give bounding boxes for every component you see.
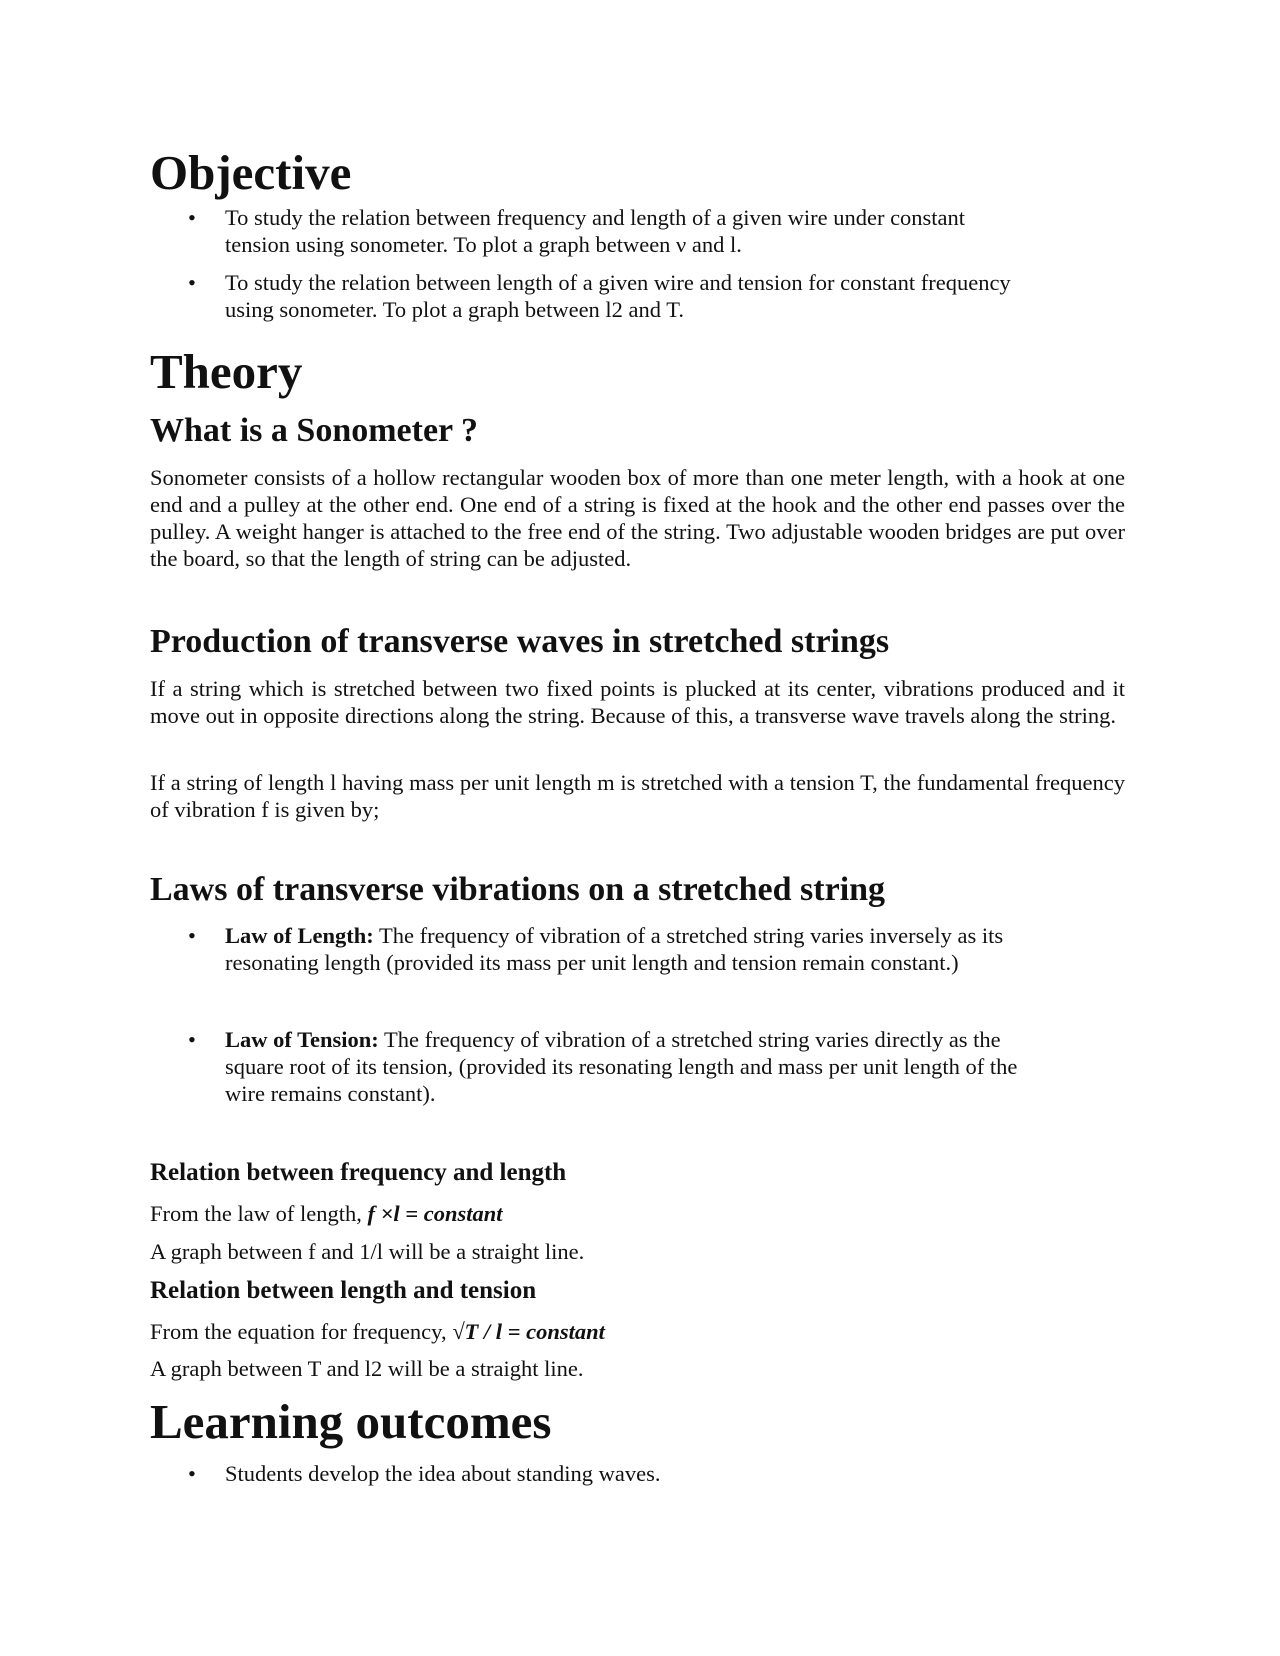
frequency-length-formula: f ×l = constant — [367, 1201, 503, 1226]
list-item — [150, 204, 1035, 258]
learning-outcome-item-1: Students develop the idea about standing waves. — [225, 1461, 661, 1486]
objective-list — [150, 204, 1125, 323]
laws-list — [150, 922, 1125, 976]
list-item — [150, 1460, 1035, 1487]
list-item — [150, 269, 1035, 323]
bullet-icon: • — [188, 1027, 196, 1052]
relation-tension-line-1 — [150, 1318, 1125, 1345]
relation-frequency-heading: Relation between frequency and length — [150, 1159, 567, 1186]
relation-frequency-line-1 — [150, 1200, 1125, 1227]
relation-frequency-line-2: A graph between f and 1/l will be a straight line. — [150, 1239, 585, 1264]
law-of-length-title: Law of Length: — [225, 923, 374, 948]
list-item — [150, 1026, 1035, 1107]
theory-heading: Theory — [150, 344, 303, 399]
law-of-tension-title: Law of Tension: — [225, 1027, 379, 1052]
bullet-icon: • — [188, 923, 196, 948]
production-paragraph-2: If a string of length l having mass per unit length m is stretched with a tension T, the fundamental frequency of vibration f is given by; — [150, 770, 1125, 822]
law-of-length-text: The frequency of vibration of a stretched string varies inversely as its resonating length (provided its mass per unit length and tension remain constant.) — [225, 923, 1004, 975]
learning-outcomes-list — [150, 1460, 1125, 1487]
bullet-icon: • — [188, 205, 196, 230]
objective-item-1: To study the relation between frequency and length of a given wire under constant tension using sonometer. To plot a graph between ν and l. — [225, 205, 966, 257]
relation-tension-prefix: From the equation for frequency, — [150, 1319, 453, 1344]
production-heading: Production of transverse waves in stretched strings — [150, 623, 890, 660]
bullet-icon: • — [188, 1461, 196, 1486]
relation-tension-heading: Relation between length and tension — [150, 1277, 537, 1304]
learning-outcomes-heading: Learning outcomes — [150, 1394, 552, 1449]
objective-heading: Objective — [150, 145, 352, 200]
production-paragraph-1: If a string which is stretched between two fixed points is plucked at its center, vibrations produced and it move out in opposite directions along the string. Because of this, a transverse wave travels along the string. — [150, 676, 1125, 728]
sonometer-paragraph: Sonometer consists of a hollow rectangular wooden box of more than one meter length, with a hook at one end and a pulley at the other end. One end of a string is fixed at the hook and the other end passes over the pulley. A weight hanger is attached to the free end of the string. Two adjustable wooden bridges are put over the board, so that the length of string can be adjusted. — [150, 465, 1125, 571]
objective-item-2: To study the relation between length of a given wire and tension for constant frequency using sonometer. To plot a graph between l2 and T. — [225, 270, 1011, 322]
list-item — [150, 922, 1035, 976]
relation-tension-line-2: A graph between T and l2 will be a straight line. — [150, 1356, 584, 1381]
laws-list-2 — [150, 1026, 1125, 1107]
sonometer-heading: What is a Sonometer ? — [150, 412, 479, 449]
length-tension-formula: √T / l = constant — [452, 1319, 605, 1344]
law-of-tension-text: The frequency of vibration of a stretched string varies directly as the square root of its tension, (provided its resonating length and mass per unit length of the wire remains constant). — [225, 1027, 1018, 1106]
relation-frequency-prefix: From the law of length, — [150, 1201, 368, 1226]
laws-heading: Laws of transverse vibrations on a stretched string — [150, 871, 886, 908]
bullet-icon: • — [188, 270, 196, 295]
